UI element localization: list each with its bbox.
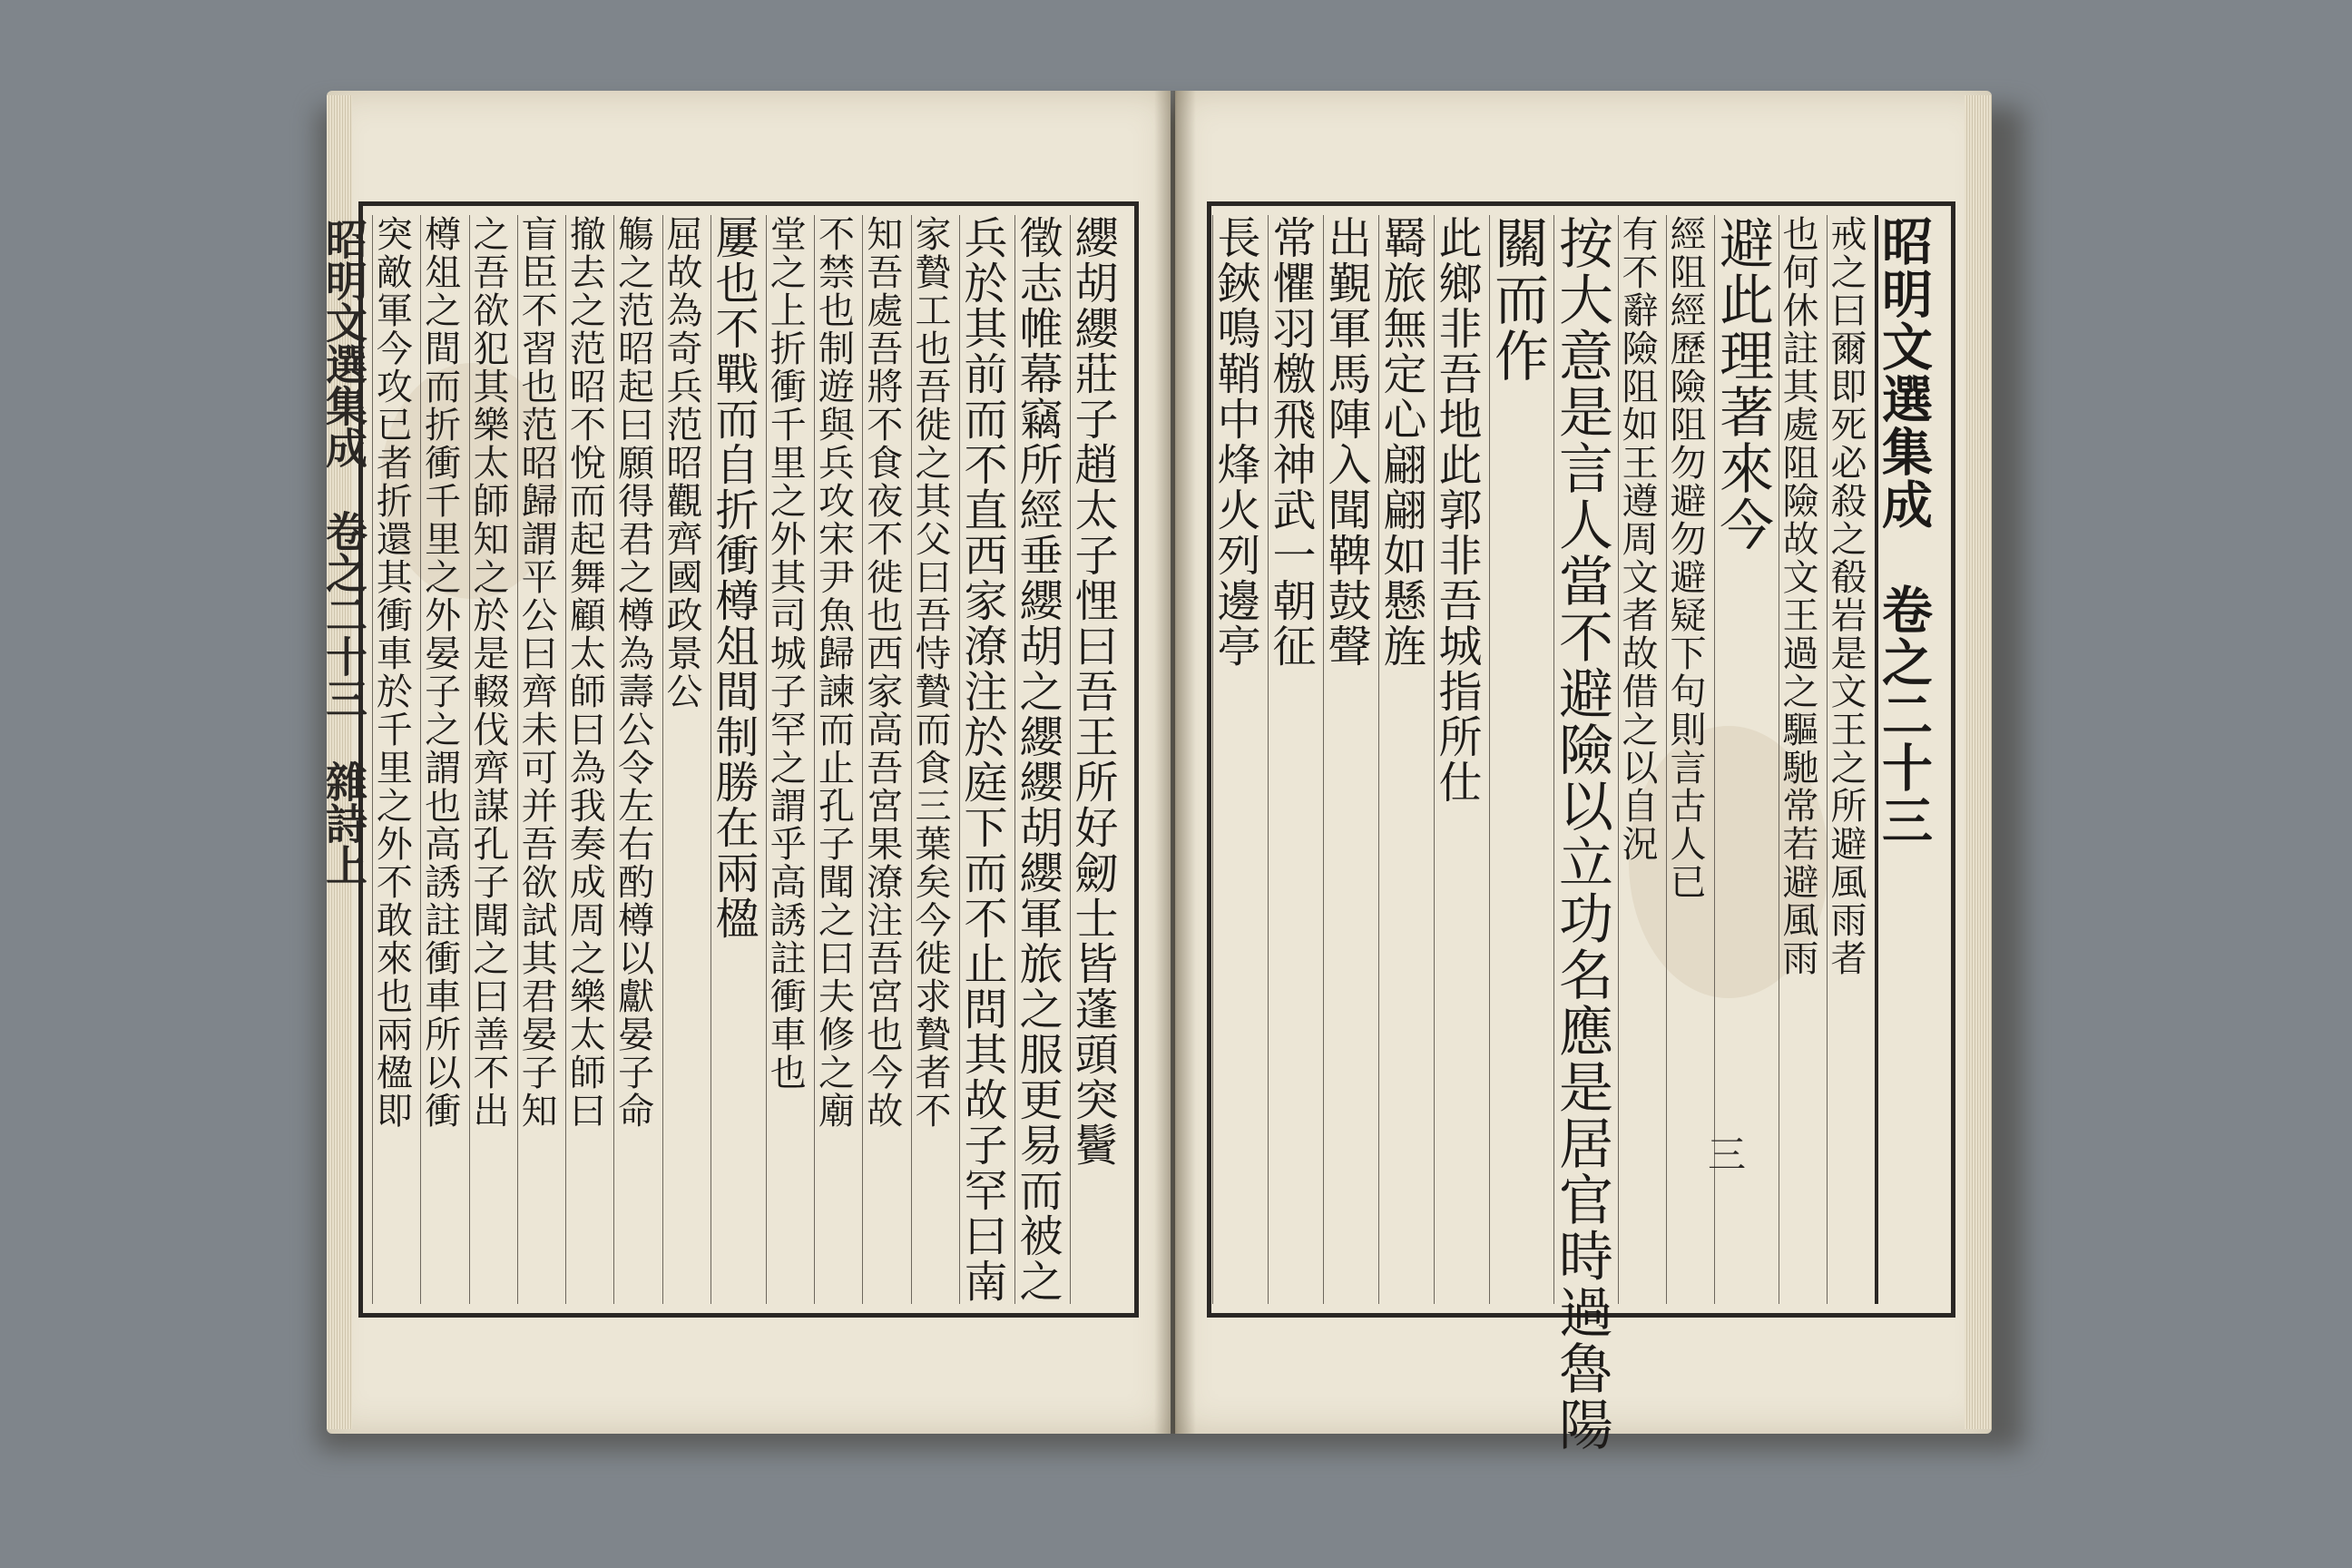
- text-column: 避此理著來今: [1714, 215, 1779, 1304]
- text-column: 羇旅無定心翩翩如懸旌: [1378, 215, 1434, 1304]
- text-column: 兵於其前而不直西家潦注於庭下而不止問其故子罕曰南: [959, 215, 1014, 1304]
- text-column: 屢也不戰而自折衝樽俎間制勝在兩楹: [710, 215, 766, 1304]
- text-column: 家贄工也吾徙之其父曰吾恃贄而食三葉矣今徙求贄者不: [911, 215, 959, 1304]
- left-text-block: [372, 215, 1125, 1304]
- right-text-block: [1210, 215, 1942, 1453]
- text-column: 也何休註其處阻險故文王過之驅馳常若避風雨: [1779, 215, 1827, 1304]
- text-column: 屈故為奇兵范昭觀齊國政景公: [662, 215, 710, 1304]
- text-column: 知吾處吾將不食夜不徙也西家高吾宮果潦注吾宮也今故: [862, 215, 910, 1304]
- text-column: 纓胡纓莊子趙太子悝曰吾王所好劒士皆蓬頭突鬢: [1070, 215, 1125, 1304]
- text-column: 不禁也制遊與兵攻宋尹魚歸諫而止孔子聞之曰夫修之廟: [814, 215, 862, 1304]
- text-column: 出覲軍馬陣入聞鞞鼓聲: [1323, 215, 1378, 1304]
- left-page-frame: [358, 201, 1139, 1318]
- text-column: 堂之上折衝千里之外其司城子罕之謂乎高誘註衝車也: [766, 215, 814, 1304]
- text-column: 關而作: [1489, 215, 1553, 1304]
- text-column: 按大意是言人當不避險以立功名應是居官時過魯陽: [1553, 215, 1618, 1304]
- book-gutter: [1154, 91, 1196, 1434]
- right-page-frame: [1207, 201, 1955, 1453]
- text-column: 撤去之范昭不悅而起舞顧太師曰為我奏成周之樂太師曰: [565, 215, 613, 1304]
- text-column: 之吾欲犯其樂太師知之於是輟伐齊謀孔子聞之曰善不出: [469, 215, 517, 1304]
- text-column: 樽俎之間而折衝千里之外晏子之謂也高誘註衝車所以衝: [420, 215, 468, 1304]
- text-column: 此鄉非吾地此郭非吾城指所仕: [1434, 215, 1489, 1304]
- text-column: 徵志帷幕竊所經垂纓胡之纓纓胡纓軍旅之服更易而被之: [1014, 215, 1070, 1304]
- text-column: 戒之曰爾即死必殺之殽岩是文王之所避風雨者: [1827, 215, 1875, 1304]
- left-spine-title: 昭明文選集成 卷之二十三 雜詩上: [319, 218, 368, 886]
- page-number: 三: [1702, 1134, 1747, 1172]
- text-column: 觴之范昭起曰願得君之樽為壽公令左右酌樽以獻晏子命: [613, 215, 662, 1304]
- text-column: 突敵軍今攻已者折還其衝車於千里之外不敢來也兩楹即: [372, 215, 420, 1304]
- text-column: 有不辭險阻如王遵周文者故借之以自況: [1618, 215, 1666, 1304]
- text-column: 常懼羽檄飛神武一朝征: [1268, 215, 1323, 1304]
- right-page-edges: [1965, 95, 1992, 1429]
- spine-title-column: 昭明文選集成 卷之二十三: [1875, 215, 1942, 1304]
- text-column: 經阻經歷險阻勿避勿避疑下句則言古人已: [1666, 215, 1714, 1304]
- text-column: 長鋏鳴鞘中烽火列邊亭: [1212, 215, 1268, 1304]
- text-column: 盲臣不習也范昭歸謂平公曰齊未可并吾欲試其君晏子知: [517, 215, 565, 1304]
